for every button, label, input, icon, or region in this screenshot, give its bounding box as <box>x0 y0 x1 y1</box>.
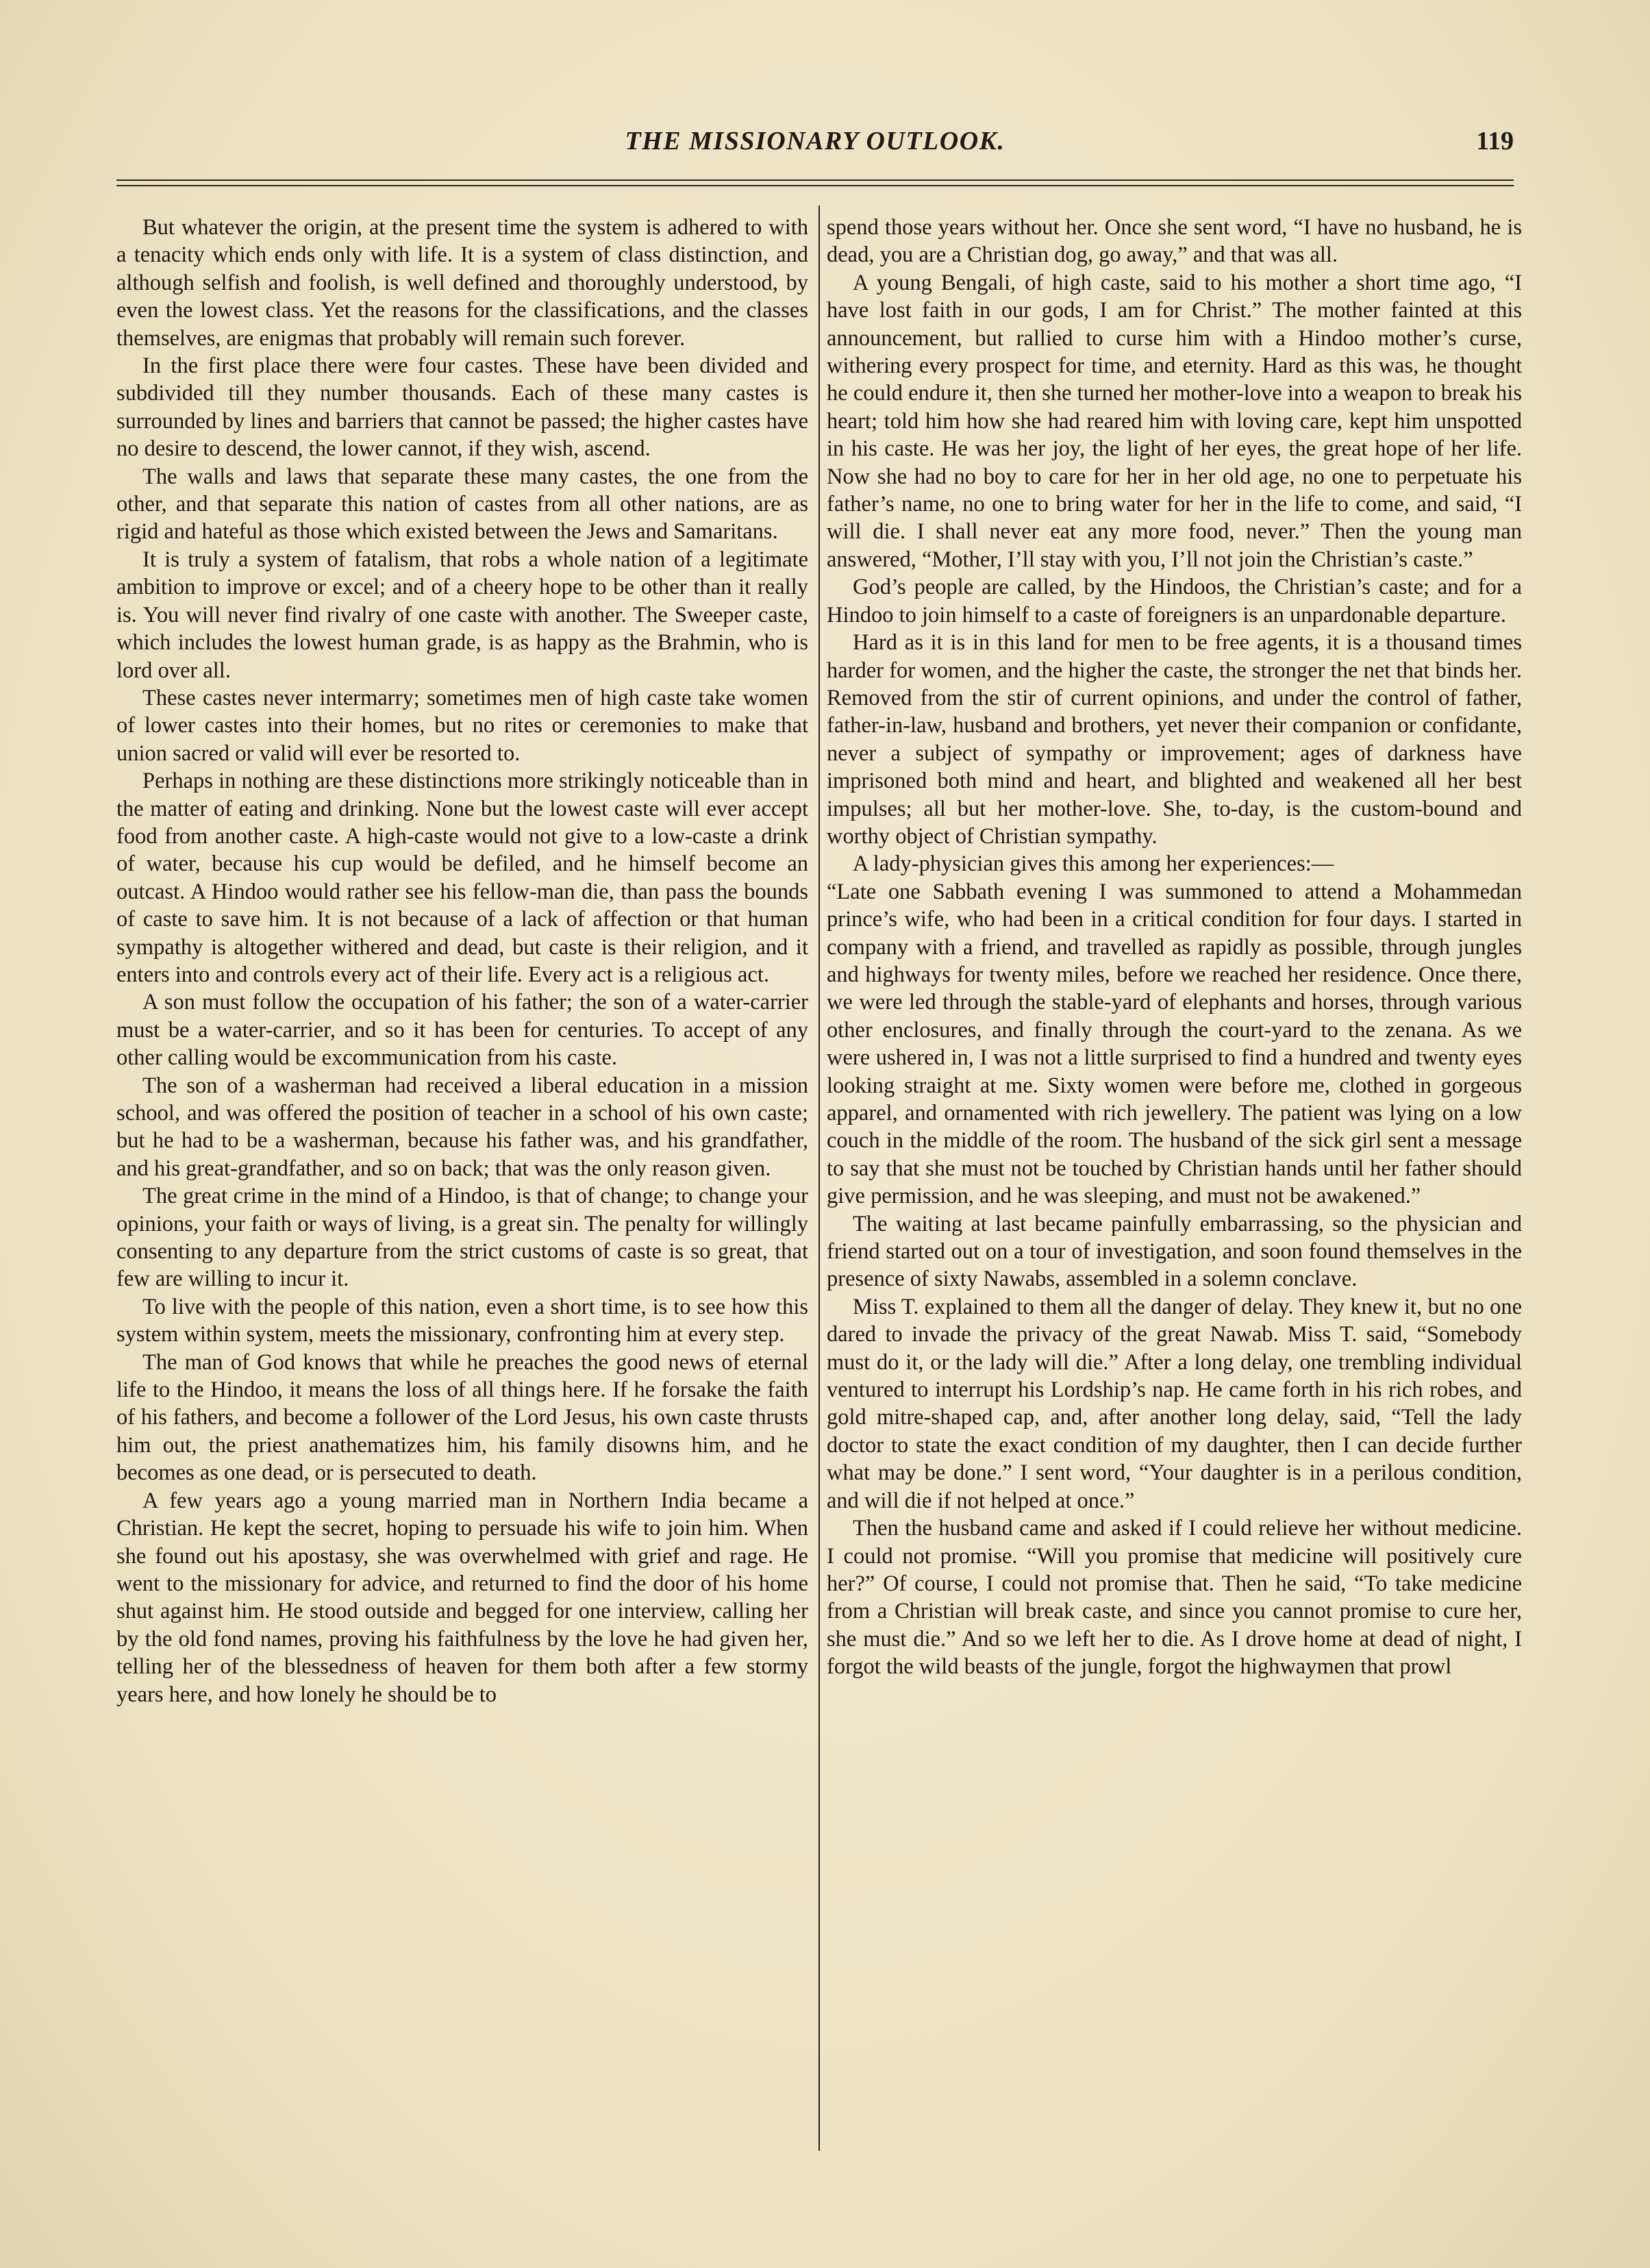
paragraph: Then the husband came and asked if I could relieve her without medicine. I could not promise. “Will you promise that medicine will positively cure her?” Of course, I could not promise that. Then he said, “To take medicine from a Christian will break caste, and since you cannot promise to cure her, she must die.” And so we left her to die. As I drove home at dead of night, I forgot the wild beasts of the jungle, forgot the highwaymen that prowl <box>827 1516 1522 1680</box>
paragraph: But whatever the origin, at the present time the system is adhered to with a tenacity which ends only with life. It is a system of class distinction, and although selfish and foolish, is well defined and thoroughly understood, by even the lowest class. Yet the reasons for the classifications, and the classes themselves, are enigmas that probably will remain such forever. <box>116 215 808 351</box>
journal-title: THE MISSIONARY OUTLOOK. <box>625 127 1005 155</box>
right-column <box>827 214 1522 1681</box>
column-divider <box>818 205 820 2151</box>
paragraph: The great crime in the mind of a Hindoo, is that of change; to change your opinions, your faith or ways of living, is a great sin. The penalty for willingly consenting to any departure from the strict customs of caste is so great, that few are willing to incur it. <box>116 1184 808 1292</box>
paragraph: It is truly a system of fatalism, that robs a whole nation of a legitimate ambition to improve or excel; and of a cheery hope to be other than it really is. You will never find rivalry of one caste with another. The Sweeper caste, which includes the lowest human grade, is as happy as the Brahmin, who is lord over all. <box>116 547 808 683</box>
paragraph: The man of God knows that while he preaches the good news of eternal life to the Hindoo, it means the loss of all things here. If he forsake the faith of his fathers, and become a follower of the Lord Jesus, his own caste thrusts him out, the priest anathematizes him, his family disowns him, and he becomes as one dead, or is persecuted to death. <box>116 1349 808 1486</box>
paragraph: The waiting at last became painfully embarrassing, so the physician and friend started out on a tour of investigation, and soon found themselves in the presence of sixty Nawabs, assembled in a solemn conclave. <box>827 1211 1522 1292</box>
paragraph: Miss T. explained to them all the danger of delay. They knew it, but no one dared to invade the privacy of the great Nawab. Miss T. said, “Somebody must do it, or the lady will die.” After a long delay, one trembling individual ventured to interrupt his Lordship’s nap. He came forth in his rich robes, and gold mitre-shaped cap, and, after another long delay, said, “Tell the lady doctor to state the exact condition of my daughter, then I can decide further what may be done.” I sent word, “Your daughter is in a perilous condition, and will die if not helped at once.” <box>827 1294 1522 1513</box>
paragraph: The walls and laws that separate these many castes, the one from the other, and that separate this nation of castes from all other nations, are as rigid and hateful as those which existed between the Jews and Samaritans. <box>116 464 808 545</box>
paragraph: These castes never intermarry; sometimes men of high caste take women of lower castes into their homes, but no rites or ceremonies to make that union sacred or valid will ever be resorted to. <box>116 685 808 766</box>
left-column <box>116 214 808 1708</box>
paragraph: Hard as it is in this land for men to be free agents, it is a thousand times harder for women, and the higher the caste, the stronger the net that binds her. Removed from the stir of current opinions, and under the control of father, father-in-law, husband and brothers, yet never their companion or confidante, never a subject of sympathy or improvement; ages of darkness have imprisoned both mind and heart, and blighted and weakened all her best impulses; all but her mother-love. She, to-day, is the custom-bound and worthy object of Christian sympathy. <box>827 630 1522 849</box>
header-rule-upper <box>116 179 1514 181</box>
paragraph: A lady-physician gives this among her experiences:— <box>853 851 1334 877</box>
page-number: 119 <box>1476 127 1514 155</box>
paragraph: To live with the people of this nation, even a short time, is to see how this system within system, meets the missionary, confronting him at every step. <box>116 1294 808 1347</box>
paragraph: A young Bengali, of high caste, said to his mother a short time ago, “I have lost faith in our gods, I am for Christ.” The mother fainted at this announcement, but rallied to curse him with a Hindoo mother’s curse, withering every prospect for time, and eternity. Hard as this was, he thought he could endure it, then she turned her mother-love into a weapon to break his heart; told him how she had reared him with loving care, kept him unspotted in his caste. He was her joy, the light of her eyes, the great hope of her life. Now she had no boy to care for her in her old age, no one to perpetuate his father’s name, no one to bring water for her in the life to come, and said, “I will die. I shall never eat any more food, never.” Then the young man answered, “Mother, I’ll stay with you, I’ll not join the Christian’s caste.” <box>827 270 1522 572</box>
paragraph: A few years ago a young married man in Northern India became a Christian. He kept the secret, hoping to persuade his wife to join him. When she found out his apostasy, she was overwhelmed with grief and rage. He went to the missionary for advice, and returned to find the door of his home shut against him. He stood outside and begged for one interview, calling her by the old fond names, proving his faithfulness by the love he had given her, telling her of the blessedness of heaven for them both after a few stormy years here, and how lonely he should be to <box>116 1488 808 1707</box>
running-header <box>116 122 1514 170</box>
paragraph: A son must follow the occupation of his father; the son of a water-carrier must be a water-carrier, and so it has been for centuries. To accept of any other calling would be excommunication from his caste. <box>116 990 808 1071</box>
paragraph: God’s people are called, by the Hindoos, the Christian’s caste; and for a Hindoo to join himself to a caste of foreigners is an unpardonable departure. <box>827 575 1522 627</box>
paragraph: In the first place there were four castes. These have been divided and subdivided till they number thousands. Each of these many castes is surrounded by lines and barriers that cannot be passed; the higher castes have no desire to descend, the lower cannot, if they wish, ascend. <box>116 353 808 462</box>
paragraph: The son of a washerman had received a liberal education in a mission school, and was offered the position of teacher in a school of his own caste; but he had to be a washerman, because his father was, and his grandfather, and his great-grandfather, and so on back; that was the only reason given. <box>116 1073 808 1181</box>
quotation-paragraph: “Late one Sabbath evening I was summoned to attend a Mohammedan prince’s wife, who had been in a critical condition for four days. I started in company with a friend, and travelled as rapidly as possible, through jungles and highways for twenty miles, before we reached her residence. Once there, we were led through the stable-yard of elephants and horses, through various other enclosures, and finally through the court-yard to the zenana. As we were ushered in, I was not a little surprised to find a hundred and twenty eyes looking straight at me. Sixty women were before me, clothed in gorgeous apparel, and ornamented with rich jewellery. The patient was lying on a low couch in the middle of the room. The husband of the sick girl sent a message to say that she must not be touched by Christian hands until her father should give permission, and he was sleeping, and must not be awakened.” <box>827 879 1522 1209</box>
paragraph: Perhaps in nothing are these distinctions more strikingly noticeable than in the matter of eating and drinking. None but the lowest caste will ever accept food from another caste. A high-caste would not give to a low-caste a drink of water, because his cup would be defiled, and he himself become an outcast. A Hindoo would rather see his fellow-man die, than pass the bounds of caste to save him. It is not because of a lack of affection or that human sympathy is altogether withered and dead, but caste is their religion, and it enters into and controls every act of their life. Every act is a religious act. <box>116 769 808 987</box>
header-rule-lower <box>116 185 1514 186</box>
paragraph-continued: spend those years without her. Once she sent word, “I have no husband, he is dead, you are a Christian dog, go away,” and that was all. <box>827 215 1522 268</box>
